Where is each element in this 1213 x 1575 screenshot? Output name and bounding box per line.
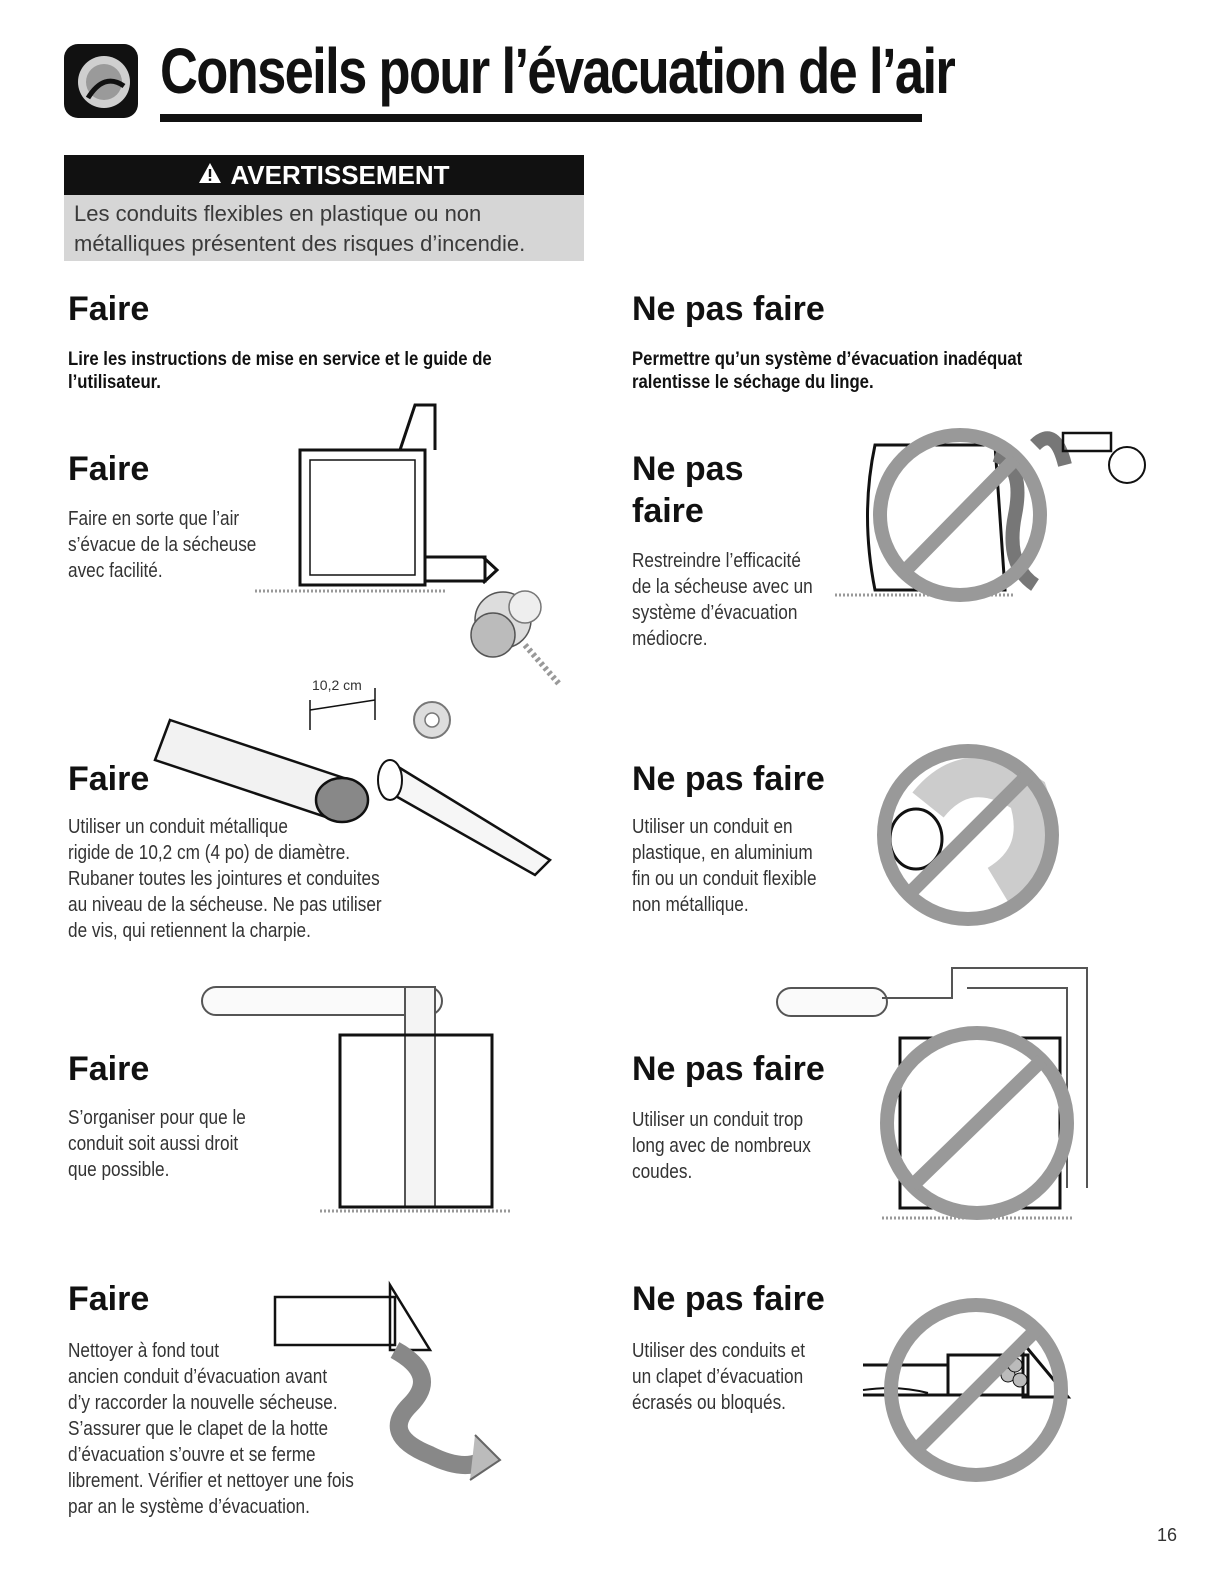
right-item-2-heading: Ne pas faire xyxy=(632,760,825,798)
warning-triangle-icon xyxy=(198,160,222,191)
warning-text: Les conduits flexibles en plastique ou non métalliques présentent des risques d’incendie. xyxy=(64,195,584,261)
right-item-4-text: Utiliser des conduits et un clapet d’évacuation écrasés ou bloqués. xyxy=(632,1340,806,1414)
duct-dimension-label: 10,2 cm xyxy=(312,677,362,693)
clean-duct-illustration xyxy=(270,1275,510,1505)
left-item-2-heading: Faire xyxy=(68,760,150,798)
left-item-3-heading: Faire xyxy=(68,1050,150,1088)
rigid-duct-illustration xyxy=(150,670,560,890)
right-item-2-text: Utiliser un conduit en plastique, en aluminium fin ou un conduit flexible non métallique. xyxy=(632,816,817,916)
right-item-3-text: Utiliser un conduit trop long avec de nombreux coudes. xyxy=(632,1109,811,1183)
left-item-4-text: Nettoyer à fond tout ancien conduit d’évacuation avant d’y raccorder la nouvelle sécheuse. S’assurer que le clapet de la hotte d’évacuation s’ouvre et se ferme librement. Vérifier et nettoyer une fois par an le système d’évacuation. xyxy=(68,1340,354,1518)
flexible-duct-prohibited-illustration xyxy=(868,735,1068,935)
right-item-1-text: Restreindre l’efficacité de la sécheuse avec un système d’évacuation médiocre. xyxy=(632,550,813,650)
right-item-4-heading: Ne pas faire xyxy=(632,1280,825,1318)
right-item-1-heading-line1: Ne pas xyxy=(632,450,744,488)
right-section-heading: Ne pas faire xyxy=(632,290,825,328)
left-item-1-heading: Faire xyxy=(68,450,150,488)
dryer-vent-illustration xyxy=(255,395,585,695)
left-section-heading: Faire xyxy=(68,290,150,328)
page-title: Conseils pour l’évacuation de l’air xyxy=(160,35,955,107)
title-underline xyxy=(160,114,922,122)
straight-duct-illustration xyxy=(190,975,520,1225)
left-item-4-heading: Faire xyxy=(68,1280,150,1318)
right-item-1-heading-line2: faire xyxy=(632,492,704,530)
right-item-3-heading: Ne pas faire xyxy=(632,1050,825,1088)
left-item-2-text: Utiliser un conduit métallique rigide de 10,2 cm (4 po) de diamètre. Rubaner toutes les jointures et conduites au niveau de la sécheuse. Ne pas utiliser de vis, qui retiennent la charpie. xyxy=(68,816,382,942)
page-number: 16 xyxy=(1156,1525,1177,1545)
left-item-1-text: Faire en sorte que l’air s’évacue de la sécheuse avec facilité. xyxy=(68,508,257,582)
warning-label: AVERTISSEMENT xyxy=(230,159,450,190)
warning-header xyxy=(64,155,584,195)
blocked-duct-prohibited-illustration xyxy=(858,1285,1088,1495)
left-item-3-text: S’organiser pour que le conduit soit aussi droit que possible. xyxy=(68,1107,246,1181)
left-section-intro: Lire les instructions de mise en service et le guide de l’utilisateur. xyxy=(68,349,492,393)
right-section-intro: Permettre qu’un système d’évacuation inadéquat ralentisse le séchage du linge. xyxy=(632,349,1023,393)
dryer-icon xyxy=(62,42,140,120)
long-duct-prohibited-illustration xyxy=(772,958,1102,1228)
poor-vent-prohibited-illustration xyxy=(835,405,1155,610)
